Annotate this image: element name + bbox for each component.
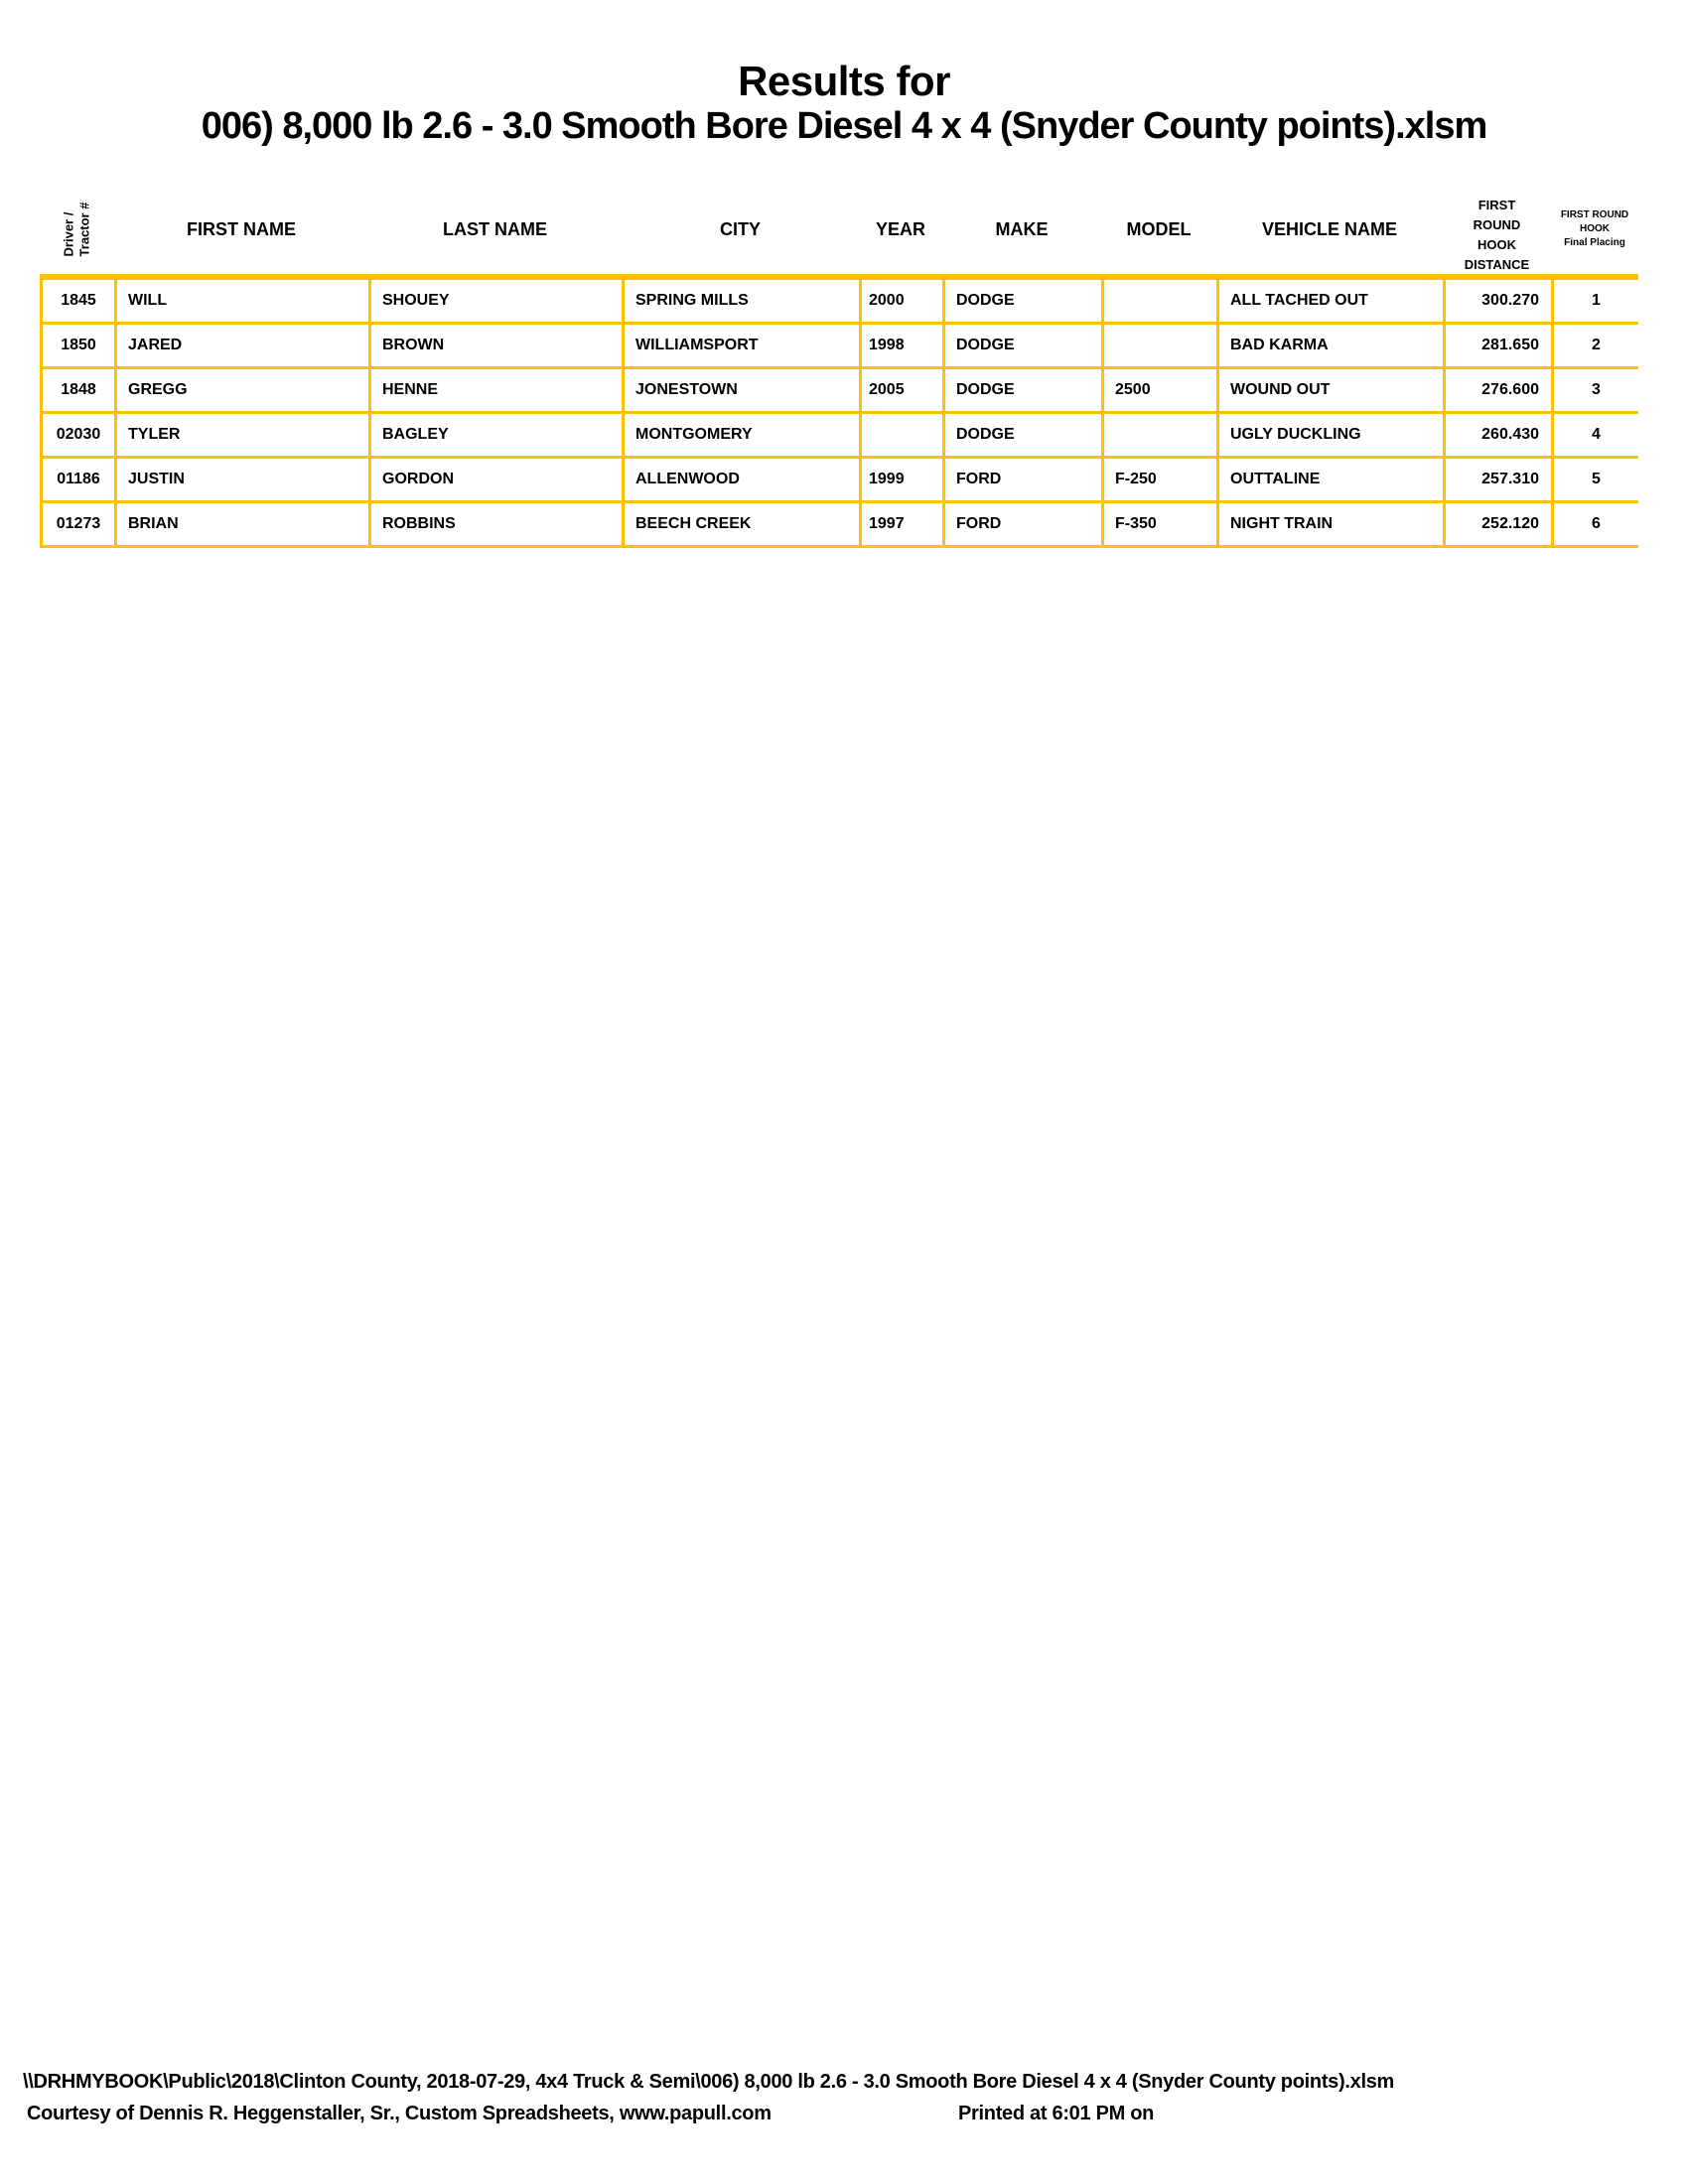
cell-final-placing: 6 (1551, 503, 1638, 545)
column-header-driver-tractor (40, 185, 114, 274)
cell-year: 2000 (859, 280, 942, 322)
table-row (40, 325, 1638, 369)
column-header-city: CITY (719, 218, 761, 239)
column-header-model: MODEL (1126, 218, 1192, 239)
cell-make: DODGE (942, 369, 1101, 411)
cell-final-placing: 1 (1551, 280, 1638, 322)
cell-hook-distance: 281.650 (1443, 325, 1551, 366)
cell-last-name: BROWN (368, 325, 622, 366)
column-header-vehicle-name: VEHICLE NAME (1261, 218, 1397, 239)
table-row (40, 503, 1638, 548)
cell-city: MONTGOMERY (622, 414, 859, 456)
cell-last-name: SHOUEY (368, 280, 622, 322)
cell-year (859, 414, 942, 456)
cell-driver-number: 1850 (40, 325, 114, 366)
cell-city: BEECH CREEK (622, 503, 859, 545)
cell-first-name: WILL (114, 280, 368, 322)
column-header-last-name: LAST NAME (443, 218, 547, 239)
cell-year: 1998 (859, 325, 942, 366)
cell-final-placing: 2 (1551, 325, 1638, 366)
cell-final-placing: 5 (1551, 459, 1638, 500)
cell-vehicle-name: ALL TACHED OUT (1216, 280, 1443, 322)
cell-city: WILLIAMSPORT (622, 325, 859, 366)
table-row (40, 414, 1638, 459)
page-subtitle: 006) 8,000 lb 2.6 - 3.0 Smooth Bore Diesel 4 x 4 (Snyder County points).xlsm (201, 105, 1487, 147)
cell-hook-distance: 260.430 (1443, 414, 1551, 456)
cell-year: 1999 (859, 459, 942, 500)
column-header-year: YEAR (875, 218, 925, 239)
cell-final-placing: 3 (1551, 369, 1638, 411)
cell-vehicle-name: WOUND OUT (1216, 369, 1443, 411)
cell-model: 2500 (1101, 369, 1216, 411)
cell-vehicle-name: OUTTALINE (1216, 459, 1443, 500)
cell-city: SPRING MILLS (622, 280, 859, 322)
cell-driver-number: 01273 (40, 503, 114, 545)
cell-make: DODGE (942, 325, 1101, 366)
footer-courtesy-text: Courtesy of Dennis R. Heggenstaller, Sr., Custom Spreadsheets, www.papull.com (27, 2103, 772, 2124)
cell-driver-number: 01186 (40, 459, 114, 500)
driver-tractor-rotated-label: Driver / Tractor # (61, 202, 92, 257)
cell-hook-distance: 252.120 (1443, 503, 1551, 545)
cell-first-name: JARED (114, 325, 368, 366)
cell-first-name: TYLER (114, 414, 368, 456)
cell-make: FORD (942, 459, 1101, 500)
page-title: Results for (738, 58, 950, 104)
cell-year: 2005 (859, 369, 942, 411)
footer-printed-timestamp: Printed at 6:01 PM on (958, 2103, 1155, 2124)
cell-vehicle-name: NIGHT TRAIN (1216, 503, 1443, 545)
cell-make: DODGE (942, 414, 1101, 456)
cell-last-name: HENNE (368, 369, 622, 411)
cell-hook-distance: 276.600 (1443, 369, 1551, 411)
cell-last-name: ROBBINS (368, 503, 622, 545)
cell-driver-number: 1845 (40, 280, 114, 322)
footer-file-path: \\DRHMYBOOK\Public\2018\Clinton County, 2018-07-29, 4x4 Truck & Semi\006) 8,000 lb 2.6 - 3.0 Smooth Bore Diesel 4 x 4 (Snyder County points).xlsm (23, 2071, 1395, 2093)
table-row (40, 280, 1638, 325)
cell-model (1101, 325, 1216, 366)
cell-city: ALLENWOOD (622, 459, 859, 500)
cell-model (1101, 280, 1216, 322)
cell-year: 1997 (859, 503, 942, 545)
cell-first-name: JUSTIN (114, 459, 368, 500)
column-header-first-round-hook-distance: FIRST ROUND HOOK DISTANCE (1464, 198, 1530, 272)
cell-last-name: BAGLEY (368, 414, 622, 456)
cell-make: FORD (942, 503, 1101, 545)
column-header-first-name: FIRST NAME (187, 218, 296, 239)
column-header-make: MAKE (995, 218, 1049, 239)
cell-driver-number: 02030 (40, 414, 114, 456)
cell-city: JONESTOWN (622, 369, 859, 411)
cell-vehicle-name: UGLY DUCKLING (1216, 414, 1443, 456)
cell-final-placing: 4 (1551, 414, 1638, 456)
table-row (40, 369, 1638, 414)
cell-make: DODGE (942, 280, 1101, 322)
table-header-row (40, 185, 1638, 274)
cell-last-name: GORDON (368, 459, 622, 500)
cell-first-name: BRIAN (114, 503, 368, 545)
cell-model: F-250 (1101, 459, 1216, 500)
cell-vehicle-name: BAD KARMA (1216, 325, 1443, 366)
cell-model (1101, 414, 1216, 456)
column-header-final-placing: FIRST ROUND HOOK Final Placing (1560, 209, 1629, 248)
cell-model: F-350 (1101, 503, 1216, 545)
table-row (40, 459, 1638, 503)
cell-first-name: GREGG (114, 369, 368, 411)
cell-driver-number: 1848 (40, 369, 114, 411)
results-table (40, 274, 1638, 548)
cell-hook-distance: 257.310 (1443, 459, 1551, 500)
cell-hook-distance: 300.270 (1443, 280, 1551, 322)
